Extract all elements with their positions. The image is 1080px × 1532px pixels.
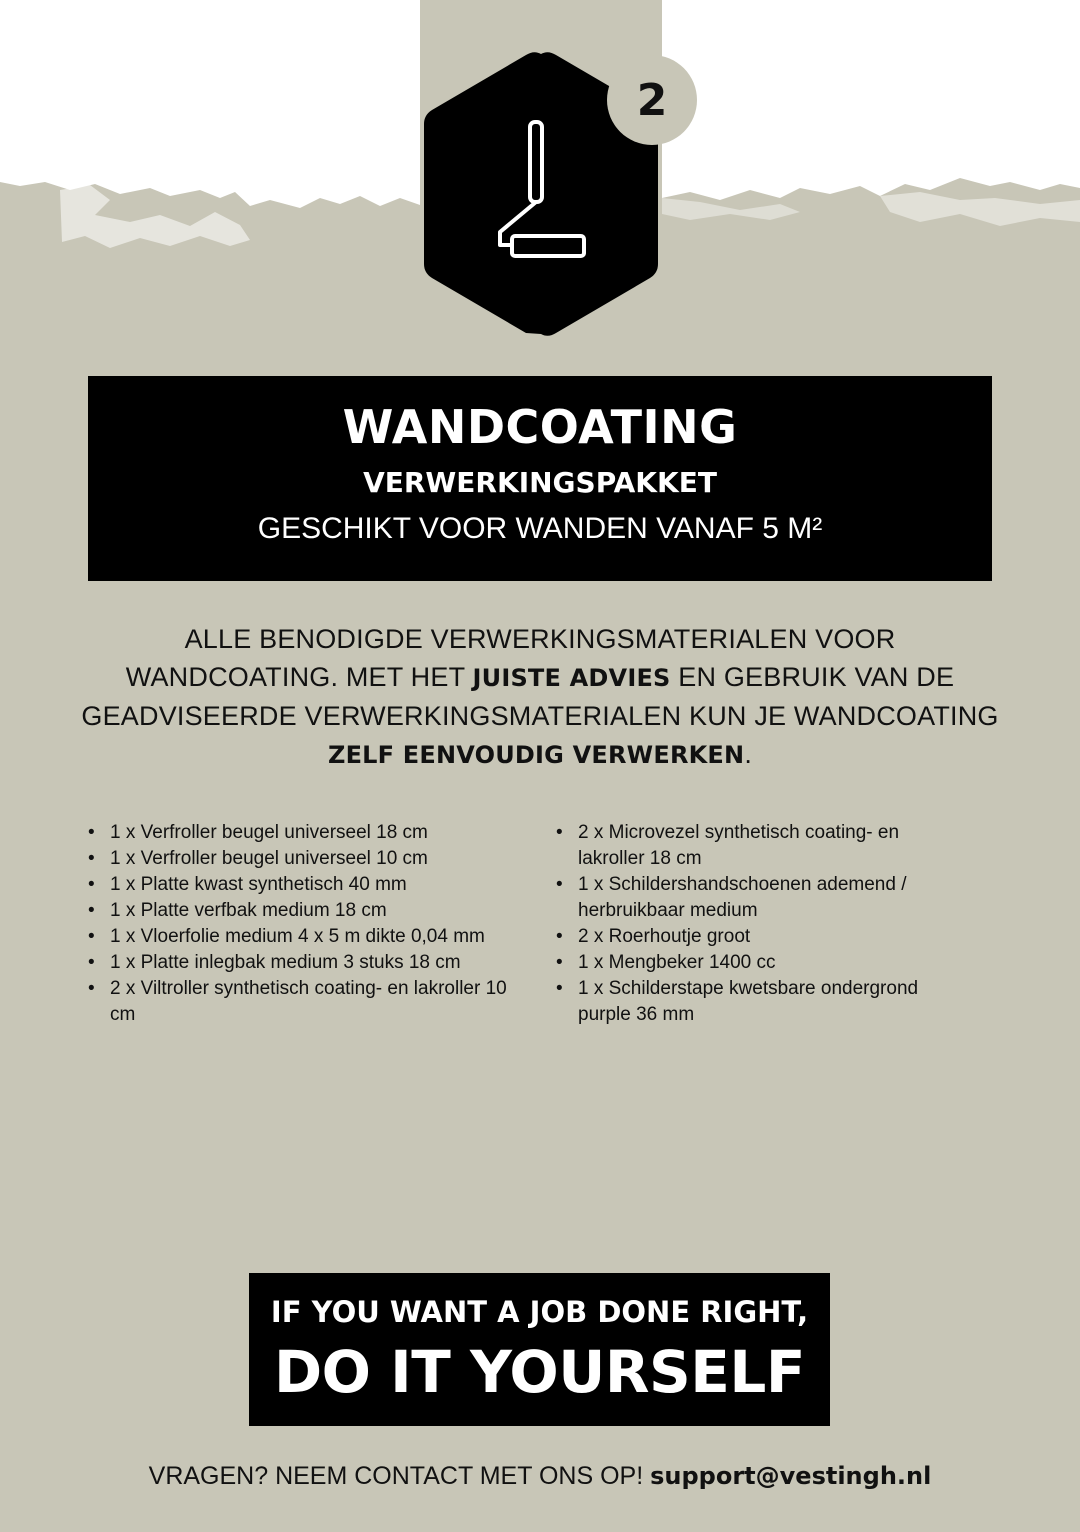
footer-contact (0, 1462, 1080, 1491)
intro-text-3: . (744, 739, 753, 769)
slogan-line-2: DO IT YOURSELF (274, 1338, 805, 1406)
list-item: • 1 x Platte verfbak medium 18 cm (88, 898, 528, 924)
list-item: • 2 x Viltroller synthetisch coating- en lakroller 10 cm (88, 976, 528, 1028)
list-item: • 1 x Vloerfolie medium 4 x 5 m dikte 0,04 mm (88, 924, 528, 950)
materials-list-left (88, 820, 528, 1028)
footer-text: VRAGEN? NEEM CONTACT MET ONS OP! (148, 1462, 644, 1490)
list-item: • 1 x Verfroller beugel universeel 18 cm (88, 820, 528, 846)
list-item: • 1 x Verfroller beugel universeel 10 cm (88, 846, 528, 872)
intro-text-1: ALLE BENODIGDE VERWERKINGSMATERIALEN VOOR WANDCOATING. MET HET (125, 624, 896, 692)
surface-tagline: GESCHIKT VOOR WANDEN VANAF 5 M² (257, 512, 823, 545)
list-item: • 1 x Schilderstape kwetsbare ondergrond purple 36 mm (556, 976, 956, 1028)
intro-bold-1: JUISTE ADVIES (472, 664, 671, 692)
list-item: • 1 x Platte kwast synthetisch 40 mm (88, 872, 528, 898)
intro-paragraph (80, 620, 1000, 774)
page-title: WANDCOATING (342, 400, 738, 454)
list-item: • 2 x Microvezel synthetisch coating- en lakroller 18 cm (556, 820, 956, 872)
support-email-link[interactable]: support@vestingh.nl (650, 1462, 932, 1490)
intro-bold-2: ZELF EENVOUDIG VERWERKEN (327, 741, 745, 769)
list-item: • 1 x Schildershandschoenen ademend / herbruikbaar medium (556, 872, 956, 924)
list-item: • 1 x Mengbeker 1400 cc (556, 950, 956, 976)
page-subtitle: VERWERKINGSPAKKET (363, 466, 717, 499)
list-item: • 2 x Roerhoutje groot (556, 924, 956, 950)
materials-list-right (556, 820, 956, 1028)
list-item: • 1 x Platte inlegbak medium 3 stuks 18 cm (88, 950, 528, 976)
step-number-badge: 2 (607, 55, 697, 145)
intro-text-2: EN GEBRUIK VAN DE GEADVISEERDE VERWERKINGSMATERIALEN KUN JE WANDCOATING (81, 662, 999, 731)
slogan-line-1: IF YOU WANT A JOB DONE RIGHT, (270, 1295, 809, 1329)
